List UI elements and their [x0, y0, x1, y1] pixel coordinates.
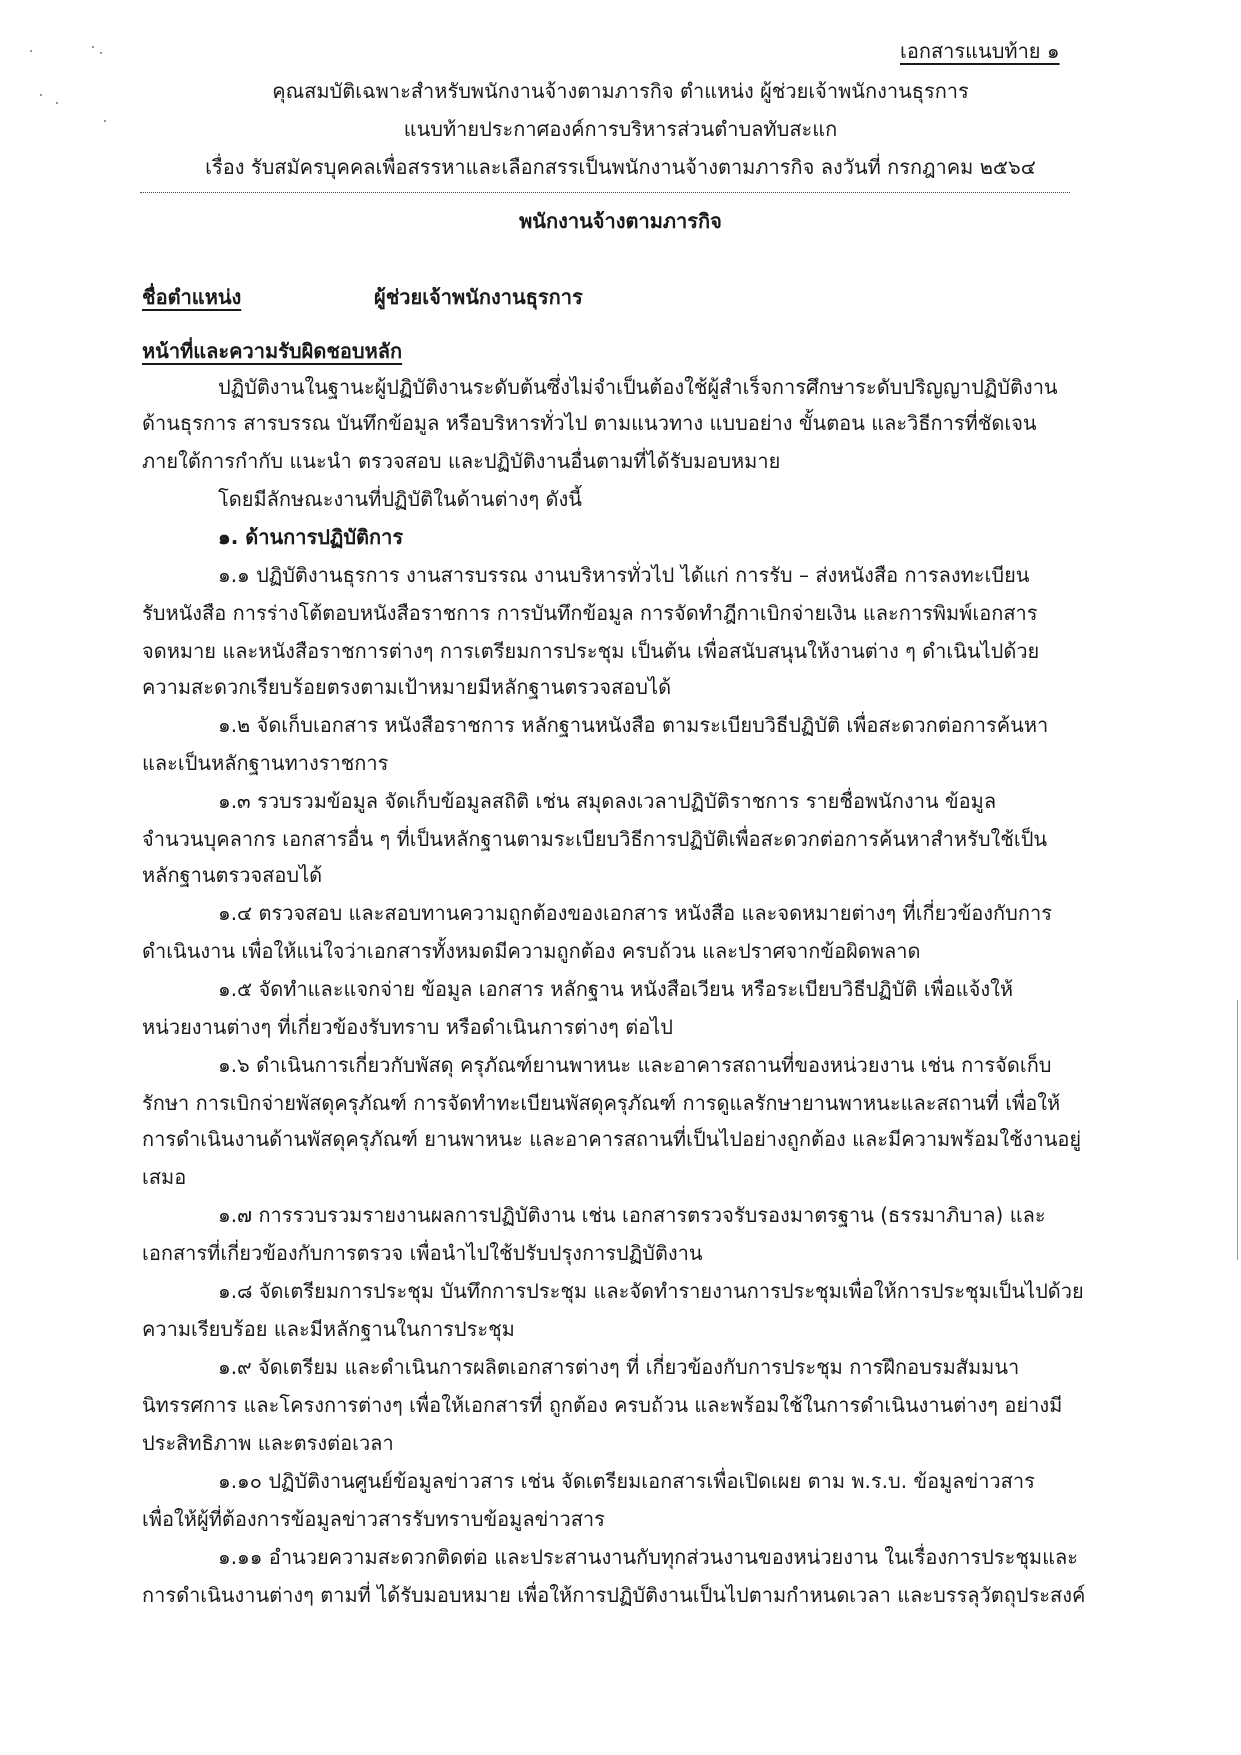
body-line: ภายใต้การกำกับ แนะนำ ตรวจสอบ และปฏิบัติงานอื่นตามที่ได้รับมอบหมาย	[142, 449, 781, 473]
body-line: ๑.๗ การรวบรวมรายงานผลการปฏิบัติงาน เช่น เอกสารตรวจรับรองมาตรฐาน (ธรรมาภิบาล) และ	[218, 1203, 1046, 1227]
body-line: รักษา การเบิกจ่ายพัสดุครุภัณฑ์ การจัดทำทะเบียนพัสดุครุภัณฑ์ การดูแลรักษายานพาหนะและสถานที่ เพื่อให้	[142, 1091, 1061, 1115]
body-line: โดยมีลักษณะงานที่ปฏิบัติในด้านต่างๆ ดังนี้	[218, 487, 582, 511]
header-line-3: เรื่อง รับสมัครบุคคลเพื่อสรรหาและเลือกสรรเป็นพนักงานจ้างตามภารกิจ ลงวันที่ กรกฎาคม ๒๕๖๔	[205, 155, 1036, 179]
body-line: ๑.๑๑ อำนวยความสะดวกติดต่อ และประสานงานกับทุกส่วนงานของหน่วยงาน ในเรื่องการประชุมและ	[218, 1545, 1078, 1569]
body-line: ๑.๙ จัดเตรียม และดำเนินการผลิตเอกสารต่างๆ ที่ เกี่ยวข้องกับการประชุม การฝึกอบรมสัมมนา	[218, 1355, 1020, 1379]
body-line: ๑.๑๐ ปฏิบัติงานศูนย์ข้อมูลข่าวสาร เช่น จัดเตรียมเอกสารเพื่อเปิดเผย ตาม พ.ร.บ. ข้อมูลข่าวสาร	[218, 1469, 1035, 1493]
position-value: ผู้ช่วยเจ้าพนักงานธุรการ	[374, 285, 583, 309]
body-line: ความสะดวกเรียบร้อยตรงตามเป้าหมายมีหลักฐานตรวจสอบได้	[142, 675, 672, 699]
body-line: จำนวนบุคลากร เอกสารอื่น ๆ ที่เป็นหลักฐานตามระเบียบวิธีการปฏิบัติเพื่อสะดวกต่อการค้นหาสำหรับใช้เป็น	[142, 827, 1048, 851]
body-line: จดหมาย และหนังสือราชการต่างๆ การเตรียมการประชุม เป็นต้น เพื่อสนับสนุนให้งานต่าง ๆ ดำเนินไปด้วย	[142, 639, 1040, 663]
body-line: การดำเนินงานด้านพัสดุครุภัณฑ์ ยานพาหนะ และอาคารสถานที่เป็นไปอย่างถูกต้อง และมีความพร้อมใช้งานอยู่	[142, 1127, 1082, 1151]
body-line: ๑.๖ ดำเนินการเกี่ยวกับพัสดุ ครุภัณฑ์ยานพาหนะ และอาคารสถานที่ของหน่วยงาน เช่น การจัดเก็บ	[218, 1053, 1052, 1077]
body-line: การดำเนินงานต่างๆ ตามที่ ได้รับมอบหมาย เพื่อให้การปฏิบัติงานเป็นไปตามกำหนดเวลา และบรรลุวัตถุประสงค์	[142, 1583, 1086, 1607]
body-line: ๑.๕ จัดทำและแจกจ่าย ข้อมูล เอกสาร หลักฐาน หนังสือเวียน หรือระเบียบวิธีปฏิบัติ เพื่อแจ้งให้	[218, 977, 1014, 1001]
scan-speck	[30, 50, 32, 52]
body-line: ๑.๔ ตรวจสอบ และสอบทานความถูกต้องของเอกสาร หนังสือ และจดหมายต่างๆ ที่เกี่ยวข้องกับการ	[218, 901, 1052, 925]
scan-edge	[1237, 1000, 1238, 1260]
annex-label: เอกสารแนบท้าย ๑	[900, 39, 1060, 63]
body-line: ๑.๘ จัดเตรียมการประชุม บันทึกการประชุม และจัดทำรายงานการประชุมเพื่อให้การประชุมเป็นไปด้วย	[218, 1279, 1084, 1303]
dotted-divider	[140, 192, 1070, 193]
header-line-1: คุณสมบัติเฉพาะสำหรับพนักงานจ้างตามภารกิจ ตำแหน่ง ผู้ช่วยเจ้าพนักงานธุรการ	[272, 79, 969, 103]
position-label: ชื่อตำแหน่ง	[142, 285, 242, 309]
scan-speck	[100, 52, 102, 54]
body-line: รับหนังสือ การร่างโต้ตอบหนังสือราชการ การบันทึกข้อมูล การจัดทำฎีกาเบิกจ่ายเงิน และการพิมพ์เอกสาร	[142, 601, 1038, 625]
employee-type-heading: พนักงานจ้างตามภารกิจ	[519, 209, 722, 233]
body-line: ดำเนินงาน เพื่อให้แน่ใจว่าเอกสารทั้งหมดมีความถูกต้อง ครบถ้วน และปราศจากข้อผิดพลาด	[142, 939, 921, 963]
scan-speck	[92, 46, 94, 48]
body-line: เพื่อให้ผู้ที่ต้องการข้อมูลข่าวสารรับทราบข้อมูลข่าวสาร	[142, 1507, 605, 1531]
body-line: ๑.๓ รวบรวมข้อมูล จัดเก็บข้อมูลสถิติ เช่น สมุดลงเวลาปฏิบัติราชการ รายชื่อพนักงาน ข้อมูล	[218, 789, 997, 813]
header-line-2: แนบท้ายประกาศองค์การบริหารส่วนตำบลทับสะแก	[403, 117, 838, 141]
section-heading: ๑. ด้านการปฏิบัติการ	[218, 525, 404, 549]
body-line: ๑.๑ ปฏิบัติงานธุรการ งานสารบรรณ งานบริหารทั่วไป ได้แก่ การรับ – ส่งหนังสือ การลงทะเบียน	[218, 563, 1030, 587]
body-line: ปฏิบัติงานในฐานะผู้ปฏิบัติงานระดับต้นซึ่งไม่จำเป็นต้องใช้ผู้สำเร็จการศึกษาระดับปริญญาปฏิบัติงาน	[218, 375, 1058, 399]
body-line: ด้านธุรการ สารบรรณ บันทึกข้อมูล หรือบริหารทั่วไป ตามแนวทาง แบบอย่าง ขั้นตอน และวิธีการที่ชัดเจน	[142, 411, 1037, 435]
body-line: และเป็นหลักฐานทางราชการ	[142, 751, 389, 775]
body-line: ประสิทธิภาพ และตรงต่อเวลา	[142, 1431, 394, 1455]
duties-heading: หน้าที่และความรับผิดชอบหลัก	[142, 339, 403, 363]
body-line: เสมอ	[142, 1165, 187, 1189]
body-line: หน่วยงานต่างๆ ที่เกี่ยวข้องรับทราบ หรือดำเนินการต่างๆ ต่อไป	[142, 1015, 673, 1039]
body-line: เอกสารที่เกี่ยวข้องกับการตรวจ เพื่อนำไปใช้ปรับปรุงการปฏิบัติงาน	[142, 1241, 703, 1265]
body-line: หลักฐานตรวจสอบได้	[142, 863, 323, 887]
body-line: นิทรรศการ และโครงการต่างๆ เพื่อให้เอกสารที่ ถูกต้อง ครบถ้วน และพร้อมใช้ในการดำเนินงานต่างๆ อย่างมี	[142, 1393, 1063, 1417]
body-line: ๑.๒ จัดเก็บเอกสาร หนังสือราชการ หลักฐานหนังสือ ตามระเบียบวิธีปฏิบัติ เพื่อสะดวกต่อการค้นหา	[218, 713, 1049, 737]
body-line: ความเรียบร้อย และมีหลักฐานในการประชุม	[142, 1317, 515, 1341]
